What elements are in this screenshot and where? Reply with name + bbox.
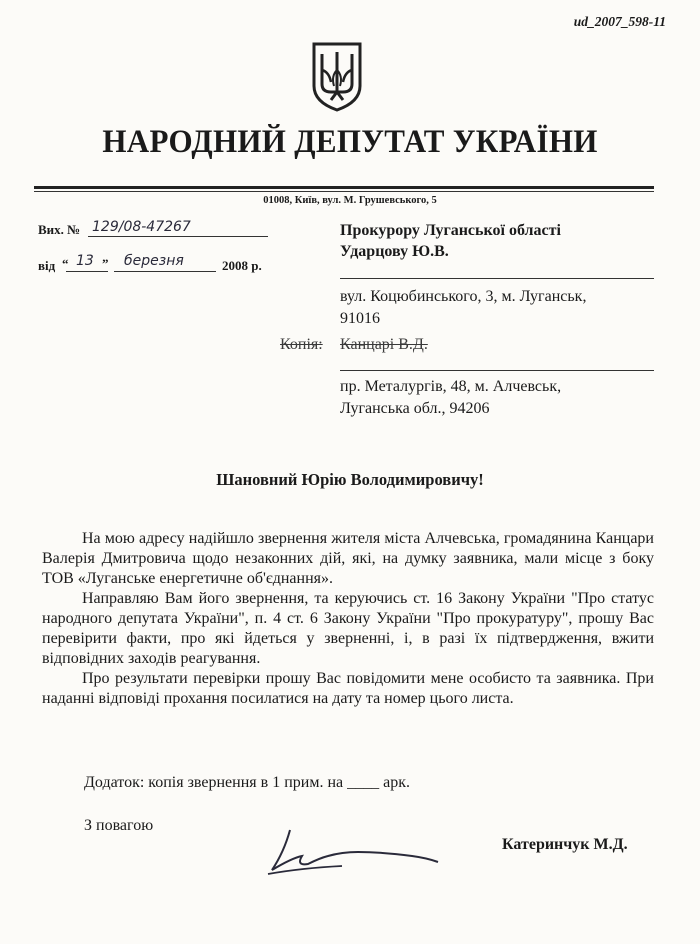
outgoing-number-label: Вих. № [38,222,81,237]
date-quote-close: ” [102,256,109,271]
letter-body [42,529,654,709]
paragraph-2: Направляю Вам його звернення, та керуючись ст. 16 Закону України "Про статус народного депутата України", п. 4 ст. 6 Закону України "Про прокуратуру", прошу Вас перевірити факти, про які йдеться у зверненні, і, в разі їх підтвердження, вжити відповідних заходів реагування. [42,590,654,667]
sender-address: 01008, Київ, вул. М. Грушевського, 5 [263,195,437,206]
copy-address-line1: пр. Металургів, 48, м. Алчевськ, [340,378,562,395]
recipient-line2: Ударцову Ю.В. [340,243,449,260]
copy-label: Копія: [280,336,323,353]
day-underline [66,271,108,272]
document-id: ud_2007_598-11 [573,14,666,29]
recipient-address-line2: 91016 [340,310,380,327]
copy-rule [340,370,654,371]
date-year: 2008 р. [222,258,262,273]
copy-recipient: Канцарі В.Д. [340,336,428,353]
date-month: березня [124,253,184,269]
attachment-note: Додаток: копія звернення в 1 прим. на ____ арк. [84,774,410,791]
recipient-rule [340,278,654,279]
letterhead-title: НАРОДНИЙ ДЕПУТАТ УКРАЇНИ [102,124,598,160]
date-quote-open: “ [62,256,69,271]
recipient-address-line1: вул. Коцюбинського, 3, м. Луганськ, [340,288,587,305]
recipient-line1: Прокурору Луганської області [340,222,561,239]
number-underline [88,236,268,237]
month-underline [114,271,216,272]
trident-emblem-icon [310,40,364,112]
paragraph-1: На мою адресу надійшло звернення жителя міста Алчевська, громадянина Канцари Валерія Дмитровича щодо незаконних дій, які, на думку заявника, мали місце з боку ТОВ «Луганське енергетичне об'єднання». [42,530,654,587]
salutation: Шановний Юрію Володимировичу! [216,470,484,489]
letterhead-rule [34,186,654,189]
date-day: 13 [76,253,94,269]
closing: З повагою [84,817,154,834]
signer-name: Катеринчук М.Д. [502,836,628,853]
letterhead-rule-thin [34,191,654,192]
date-prefix: від [38,258,56,273]
copy-address-line2: Луганська обл., 94206 [340,400,490,417]
handwritten-signature [262,822,442,882]
outgoing-number: 129/08-47267 [92,219,191,235]
paragraph-3: Про результати перевірки прошу Вас повідомити мене особисто та заявника. При наданні відповіді прохання посилатися на дату та номер цього листа. [42,670,654,707]
